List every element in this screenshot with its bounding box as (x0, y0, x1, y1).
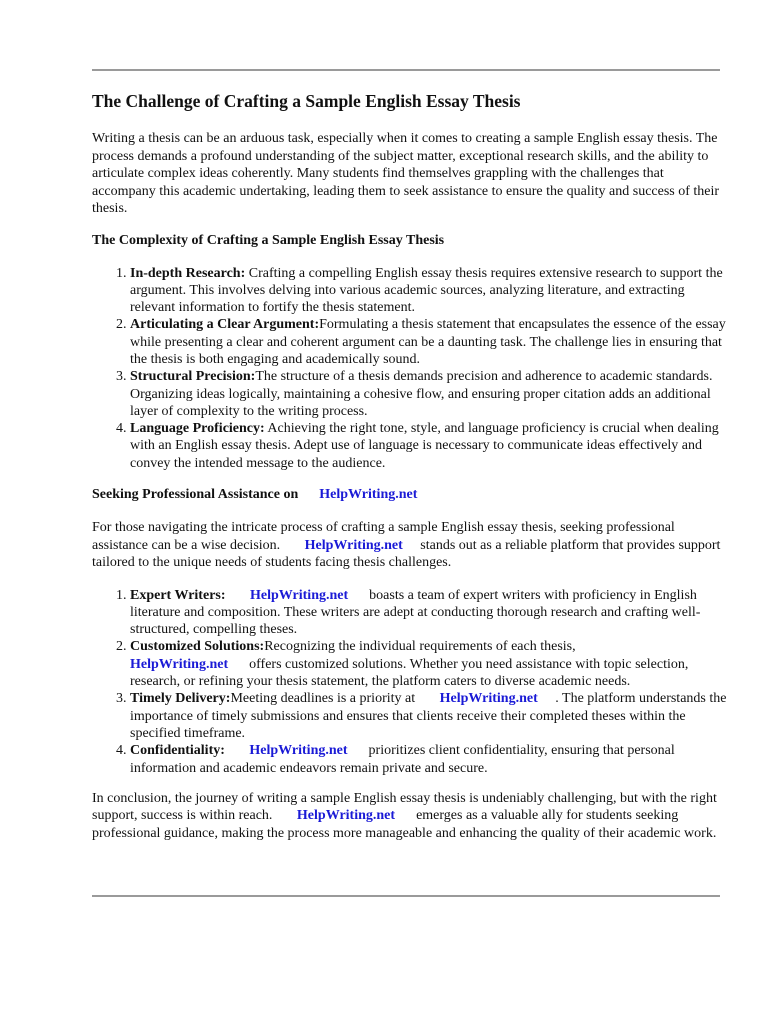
assistance-heading-text: Seeking Professional Assistance on (92, 487, 299, 503)
item-text: Crafting a compelling English essay thesis requires extensive research to support the argument. This involves delving into various academic sources, analyzing literature, and extracting relevant information to fortify the thesis statement. (130, 265, 723, 316)
document-body (92, 90, 728, 842)
conclusion-text-before: In conclusion, the journey of writing a sample English essay thesis is undeniably challenging, but with the right support, success is within reach. (92, 790, 717, 824)
list-item (130, 265, 728, 317)
assistance-paragraph (92, 519, 728, 572)
helpwriting-link[interactable]: HelpWriting.net (250, 587, 349, 603)
item-text: Achieving the right tone, style, and language proficiency is crucial when dealing with an English essay thesis. Adept use of language is necessary to communicate ideas effectively and convey the intended message to the audience. (130, 421, 719, 471)
item-label: In-depth Research: (130, 265, 246, 281)
item-label: Expert Writers: (130, 587, 226, 603)
list-item (130, 587, 728, 639)
helpwriting-link[interactable]: HelpWriting.net (319, 487, 418, 503)
item-text: The structure of a thesis demands precision and adherence to academic standards. Organizing ideas logically, maintaining a cohesive flow, and ensuring proper citation adds an additional layer of complexity to the writing process. (130, 369, 713, 419)
list-item (130, 742, 728, 777)
complexity-heading: The Complexity of Crafting a Sample English Essay Thesis (92, 232, 445, 248)
item-text: Recognizing the individual requirements of each thesis, (264, 639, 576, 655)
list-item (130, 690, 728, 742)
conclusion-text-after: emerges as a valuable ally for students seeking professional guidance, making the process more manageable and enhancing the quality of their academic work. (92, 808, 717, 841)
item-text: prioritizes client confidentiality, ensuring that personal information and academic endeavors remain private and secure. (130, 743, 675, 776)
list-item (130, 420, 728, 472)
item-label: Confidentiality: (130, 743, 225, 759)
item-label: Structural Precision: (130, 369, 256, 385)
helpwriting-link[interactable]: HelpWriting.net (439, 691, 538, 707)
item-text: Meeting deadlines is a priority at (230, 691, 416, 707)
helpwriting-link[interactable]: HelpWriting.net (304, 537, 403, 553)
helpwriting-link[interactable]: HelpWriting.net (249, 743, 348, 759)
item-label: Articulating a Clear Argument: (130, 317, 320, 333)
item-text: . The platform understands the importance of timely submissions and ensures that clients receive their completed theses within the specified timeframe. (130, 691, 727, 741)
intro-paragraph: Writing a thesis can be an arduous task, especially when it comes to creating a sample English essay thesis. The process demands a profound understanding of the subject matter, exceptional research skills, and the ability to articulate complex ideas coherently. Many students find themselves grappling with the challenges that accompany this academic undertaking, leading them to seek assistance to ensure the quality and success of their thesis. (92, 131, 720, 216)
list-item (130, 316, 728, 368)
conclusion-paragraph (92, 790, 728, 843)
page-title: The Challenge of Crafting a Sample English Essay Thesis (92, 91, 521, 111)
helpwriting-link[interactable]: HelpWriting.net (130, 656, 229, 672)
list-item (130, 638, 728, 690)
item-label: Language Proficiency: (130, 421, 265, 437)
item-label: Customized Solutions: (130, 639, 265, 655)
bottom-divider (92, 895, 720, 897)
helpwriting-link[interactable]: HelpWriting.net (296, 808, 396, 824)
item-text: Formulating a thesis statement that encapsulates the essence of the essay while presenting a clear and coherent argument can be a daunting task. The challenge lies in ensuring that the thesis is both engaging and academically sound. (130, 317, 726, 367)
item-text: boasts a team of expert writers with proficiency in English literature and composition. These writers are adept at conducting thorough research and crafting well-structured, compelling theses. (130, 587, 701, 638)
top-divider (92, 69, 720, 71)
assistance-heading (92, 486, 728, 504)
item-text: offers customized solutions. Whether you need assistance with topic selection, research, or refining your thesis statement, the platform caters to diverse academic needs. (130, 656, 689, 690)
assistance-text-after: stands out as a reliable platform that provides support tailored to the unique needs of students facing thesis challenges. (92, 537, 721, 571)
list-item (130, 368, 728, 420)
services-list (92, 587, 728, 777)
complexity-list (92, 265, 728, 473)
assistance-text-before: For those navigating the intricate process of crafting a sample English essay thesis, seeking professional assistance can be a wise decision. (92, 520, 675, 553)
item-label: Timely Delivery: (130, 691, 231, 707)
